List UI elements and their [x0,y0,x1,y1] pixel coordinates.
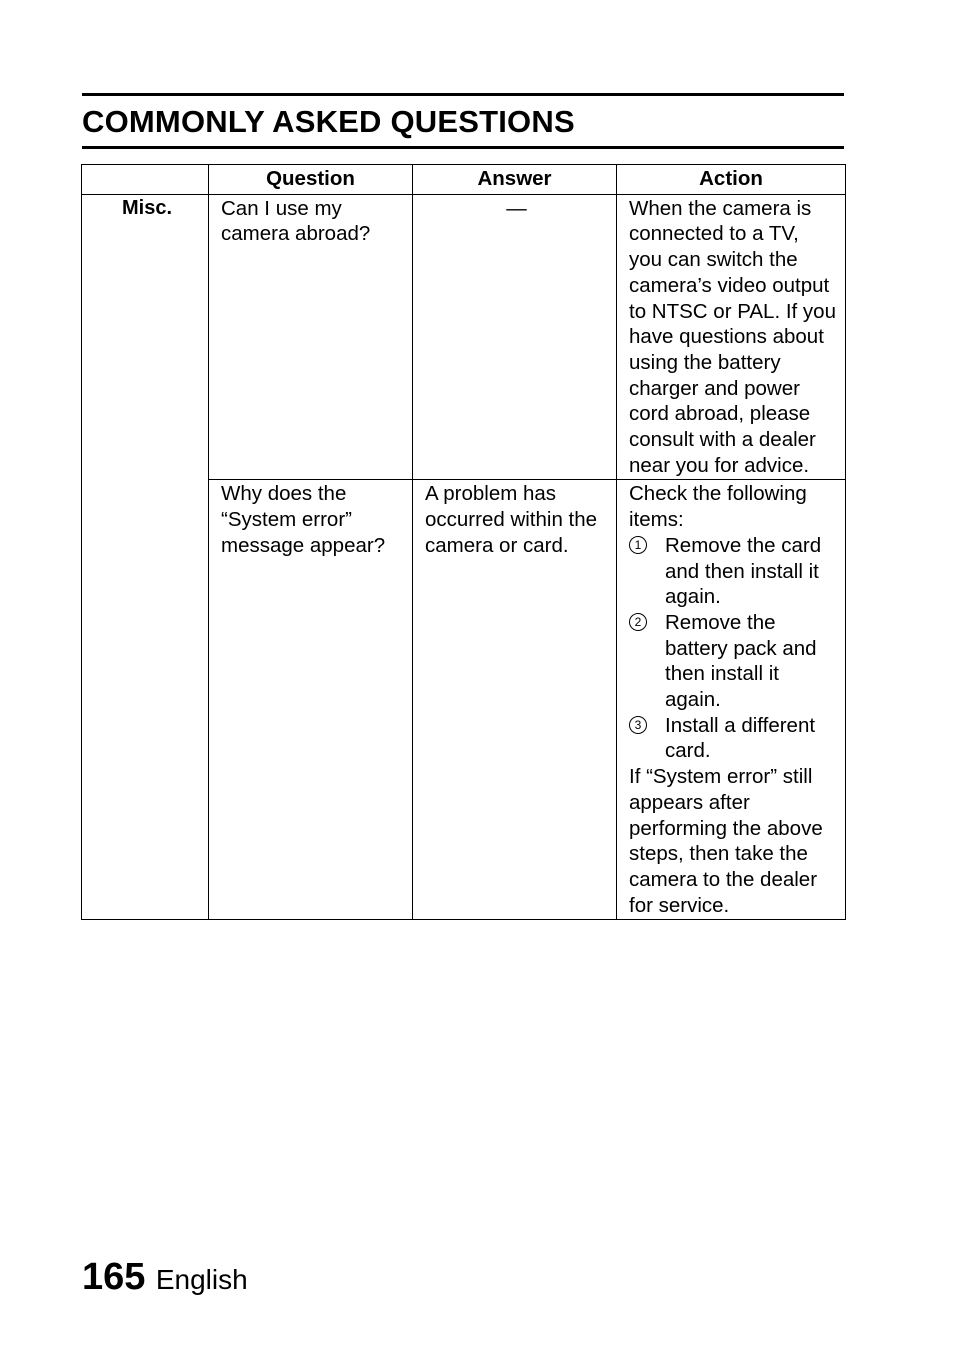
action-step [629,610,837,713]
question-cell: Can I use my camera abroad? [209,194,413,480]
table-header-row [82,165,846,195]
answer-column-header: Answer [413,165,617,195]
section-header [82,93,844,149]
action-cell [617,480,846,920]
answer-cell: — [413,194,617,480]
action-step [629,713,837,764]
circled-number-icon: 3 [629,716,647,734]
action-intro: Check the following items: [629,482,807,532]
table-row [82,194,846,480]
action-step-text: Remove the battery pack and then install it again. [665,610,817,712]
page-title: COMMONLY ASKED QUESTIONS [82,104,575,139]
action-step-text: Install a different card. [665,713,816,763]
action-column-header: Action [617,165,846,195]
faq-table [81,164,846,920]
page-number: 165 [82,1256,146,1298]
question-column-header: Question [209,165,413,195]
circled-number-icon: 2 [629,613,647,631]
circled-number-icon: 1 [629,536,647,554]
category-cell: Misc. [82,194,209,920]
category-column-header [82,165,209,195]
action-step-text: Remove the card and then install it again. [665,533,822,609]
action-cell: When the camera is connected to a TV, you can switch the camera’s video output to NTSC or PAL. If you have questions about using the battery charger and power cord abroad, please consult with a dealer near you for advice. [617,194,846,480]
language-label: English [155,1264,248,1295]
answer-cell: A problem has occurred within the camera or card. [413,480,617,920]
page-footer [82,1256,248,1299]
question-cell: Why does the “System error” message appear? [209,480,413,920]
action-steps-list [629,533,837,764]
action-outro: If “System error” still appears after performing the above steps, then take the camera to the dealer for service. [629,765,823,917]
action-step [629,533,837,610]
